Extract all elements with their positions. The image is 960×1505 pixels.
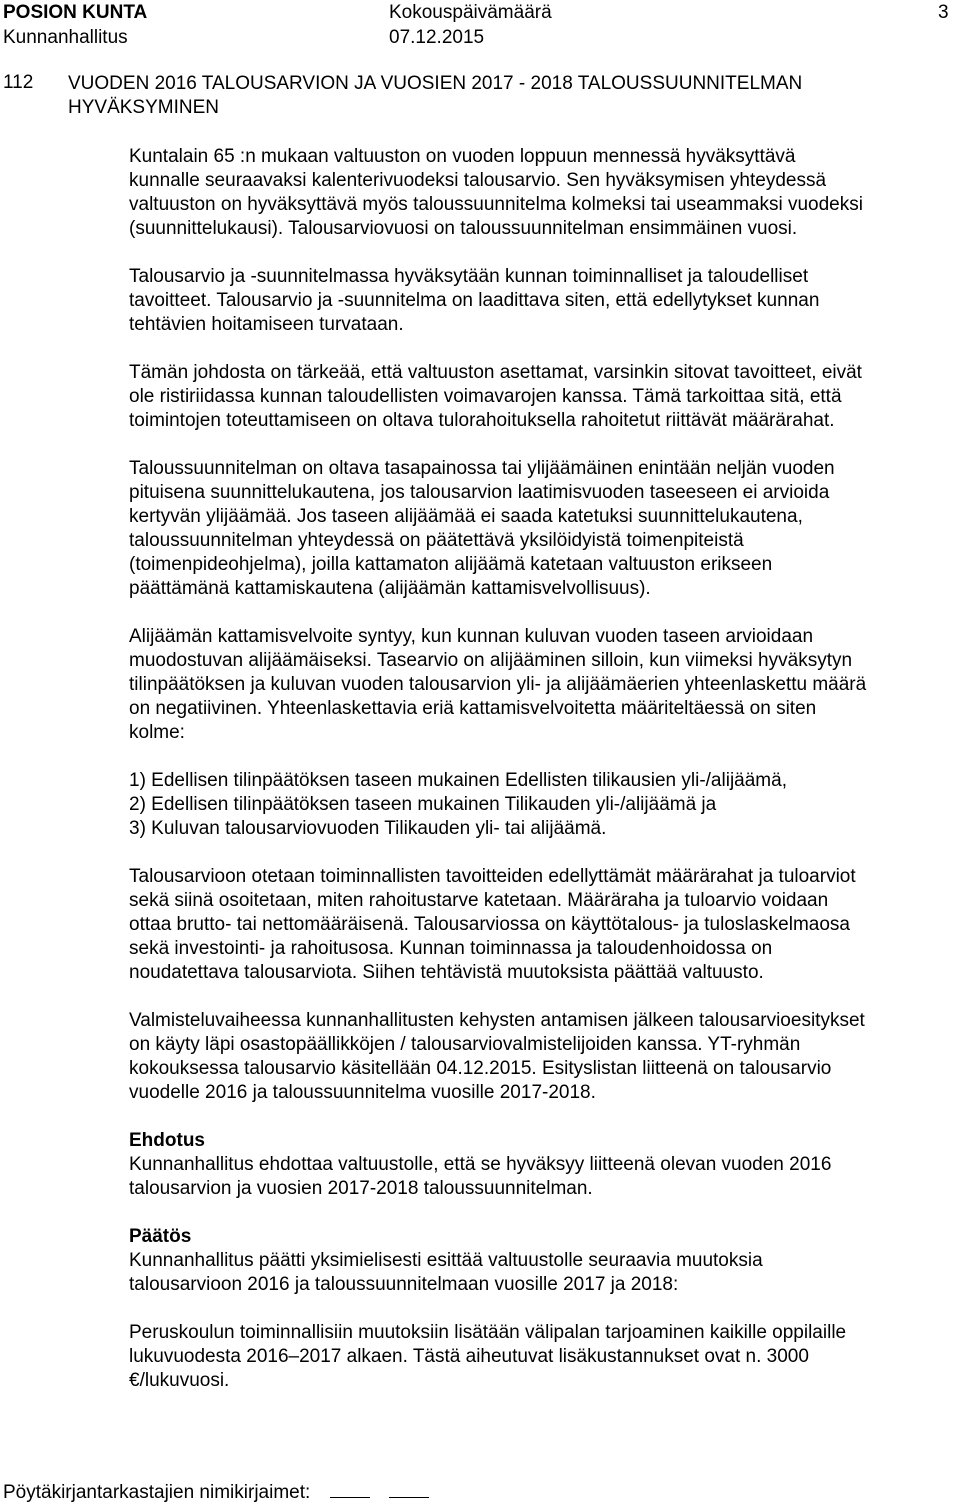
decision-section: Päätös Kunnanhallitus päätti yksimielisesti esittää valtuustolle seuraavia muutoksia talousarvioon 2016 ja taloussuunnitelmaan vuosille 2017 ja 2018: [129,1225,959,1297]
paragraph-deficit: Alijäämän kattamisvelvoite syntyy, kun kunnan kuluvan vuoden taseen arvioidaan muodostuvan alijäämäiseksi. Tasearvio on alijääminen silloin, kun viimeksi hyväksytyn tilinpäätöksen ja kuluvan vuoden talousarvion yli- ja alijäämäerien yhteenlaskettu määrä on negatiivinen. Yhteenlaskettavia eriä kattamisvelvoitetta määriteltäessä on siten kolme: [129,626,867,743]
paragraph-importance: Tämän johdosta on tärkeää, että valtuuston asettamat, varsinkin sitovat tavoitteet, eivät ole ristiriidassa kunnan taloudellisten voimavarojen kanssa. Tämä tarkoittaa sitä, että toimintojen toteuttamiseen on oltava tulorahoituksella rahoitetut riittävät määrärahat. [129,362,862,431]
list-item: 2) Edellisen tilinpäätöksen taseen mukainen Tilikauden yli-/alijäämä ja [129,794,717,815]
paragraph-appropriations: Talousarvioon otetaan toiminnallisten tavoitteiden edellyttämät määrärahat ja tuloarviot sekä siinä osoitetaan, miten rahoitustarve katetaan. Määräraha ja tuloarvio voidaan ottaa brutto- tai nettomääräisenä. Talousarviossa on käyttötalous- ja tuloslaskelmaosa sekä investointi- ja rahoitusosa. Kunnan toiminnassa ja taloudenhoidossa on noudatettava talousarviota. Siihen tehtävistä muutoksista päättää valtuusto. [129,866,856,983]
footer-label: Pöytäkirjantarkastajien nimikirjaimet: [3,1482,311,1503]
initials-blank [330,1483,370,1498]
item-title [68,72,802,120]
footer [3,1482,429,1504]
proposal-heading: Ehdotus [129,1130,205,1151]
organ-name: Kunnanhallitus [3,27,128,48]
item-title-line: HYVÄKSYMINEN [68,97,219,118]
item-number: 112 [3,72,34,93]
list-item: 3) Kuluvan talousarviovuoden Tilikauden yli- tai alijäämä. [129,818,607,839]
document-body [129,145,959,1417]
item-title-line: VUODEN 2016 TALOUSARVION JA VUOSIEN 2017 - 2018 TALOUSSUUNNITELMAN [68,73,803,94]
initials-blank [389,1483,429,1498]
proposal-section: Ehdotus Kunnanhallitus ehdottaa valtuustolle, että se hyväksyy liitteenä olevan vuoden 2016 talousarvion ja vuosien 2017-2018 taloussuunnitelman. [129,1129,959,1201]
decision-heading: Päätös [129,1226,192,1247]
paragraph-goals: Talousarvio ja -suunnitelmassa hyväksytään kunnan toiminnalliset ja taloudelliset tavoitteet. Talousarvio ja -suunnitelma on laadittava siten, että edellytykset kunnan tehtävien hoitamiseen turvataan. [129,266,820,335]
municipality-name: POSION KUNTA [3,2,148,23]
meeting-date: 07.12.2015 [389,27,485,48]
page-number: 3 [938,2,949,23]
paragraph-legal-basis: Kuntalain 65 :n mukaan valtuuston on vuoden loppuun mennessä hyväksyttävä kunnalle seuraavaksi kalenterivuodeksi talousarvio. Sen hyväksymisen yhteydessä valtuuston on hyväksyttävä myös taloussuunnitelma kolmeksi tai useammaksi vuodeksi (suunnittelukausi). Talousarviovuosi on taloussuunnitelman ensimmäinen vuosi. [129,146,863,239]
paragraph-preparation: Valmisteluvaiheessa kunnanhallitusten kehysten antamisen jälkeen talousarvioesitykset on käyty läpi osastopäällikköjen / talousarviovalmistelijoiden kanssa. YT-ryhmän kokouksessa talousarvio käsitellään 04.12.2015. Esityslistan liitteenä on talousarvio vuodelle 2016 ja taloussuunnitelma vuosille 2017-2018. [129,1010,865,1103]
decision-detail: Peruskoulun toiminnallisiin muutoksiin lisätään välipalan tarjoaminen kaikille oppilaille lukuvuodesta 2016–2017 alkaen. Tästä aiheutuvat lisäkustannukset ovat n. 3000 €/lukuvuosi. [129,1322,847,1391]
numbered-list [129,769,959,841]
paragraph-balance: Taloussuunnitelman on oltava tasapainossa tai ylijäämäinen enintään neljän vuoden pituisena suunnittelukautena, jos talousarvion laatimisvuoden taseeseen ei arvioida kertyvän ylijäämää. Jos taseen alijäämää ei saada katetuksi suunnittelukautena, taloussuunnitelman yhteydessä on päätettävä yksilöidyistä toimenpiteistä (toimenpideohjelma), joilla kattamaton alijäämä katetaan valtuuston erikseen päättämänä kattamiskautena (alijäämän kattamisvelvollisuus). [129,458,835,599]
list-item: 1) Edellisen tilinpäätöksen taseen mukainen Edellisten tilikausien yli-/alijäämä, [129,770,787,791]
date-label: Kokouspäivämäärä [389,2,552,23]
